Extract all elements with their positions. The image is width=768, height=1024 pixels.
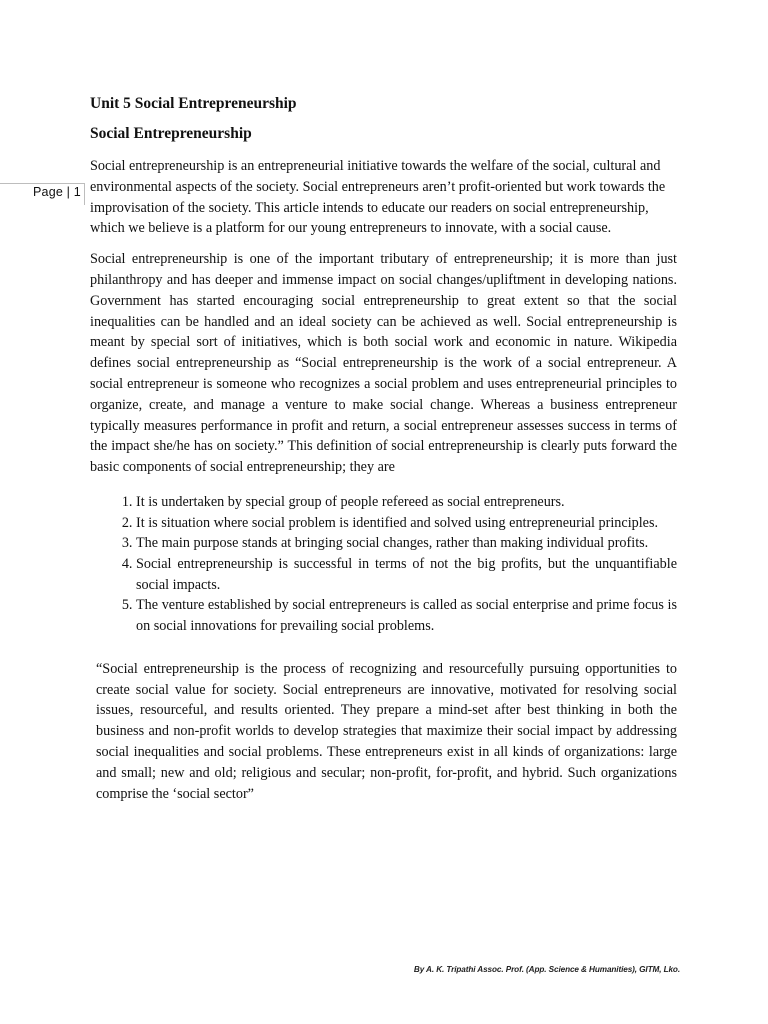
- page-header-rule: [0, 183, 84, 184]
- paragraph-definition: Social entrepreneurship is one of the important tributary of entrepreneurship; it is more than just philanthropy and has deeper and immense impact on social changes/upliftment in developing nations. Government has started encouraging social entrepreneurship to great extent so that the social inequalities can be handled and an ideal society can be achieved as well. Social entrepreneurship is meant by special sort of initiatives, which is both social work and economic in nature. Wikipedia defines social entrepreneurship as “Social entrepreneurship is the work of a social entrepreneur. A social entrepreneur is someone who recognizes a social problem and uses entrepreneurial principles to organize, create, and manage a venture to make social change. Whereas a business entrepreneur typically measures performance in profit and return, a social entrepreneur assesses success in terms of the impact she/he has on society.” This definition of social entrepreneurship is clearly puts forward the basic components of social entrepreneurship; they are: [90, 251, 677, 476]
- list-item: 2. It is situation where social problem is identified and solved using entrepreneurial principles.: [136, 513, 677, 534]
- list-item: 4. Social entrepreneurship is successful in terms of not the big profits, but the unquantifiable social impacts.: [136, 554, 677, 595]
- list-item: 3. The main purpose stands at bringing social changes, rather than making individual profits.: [136, 533, 677, 554]
- paragraph-intro: Social entrepreneurship is an entrepreneurial initiative towards the welfare of the social, cultural and environmental aspects of the society. Social entrepreneurs aren’t profit-oriented but work towards the improvisation of the society. This article intends to educate our readers on social entrepreneurship, which we believe is a platform for our young entrepreneurs to innovate, with a social cause.: [90, 158, 666, 237]
- components-list: [90, 492, 677, 637]
- section-title: Social Entrepreneurship: [90, 125, 252, 142]
- list-item: 5. The venture established by social entrepreneurs is called as social enterprise and prime focus is on social innovations for prevailing social problems.: [136, 595, 677, 636]
- document-body: [90, 94, 677, 819]
- page-header-divider: [84, 183, 85, 205]
- page-number-label: Page | 1: [33, 185, 81, 199]
- unit-title: Unit 5 Social Entrepreneurship: [90, 95, 297, 112]
- list-item: 1. It is undertaken by special group of people refereed as social entrepreneurs.: [136, 492, 677, 513]
- quote-paragraph: “Social entrepreneurship is the process of recognizing and resourcefully pursuing opportunities to create social value for society. Social entrepreneurs are innovative, motivated for resolving social issues, resourceful, and results oriented. They prepare a mind-set after best thinking in both the business and non-profit worlds to develop strategies that maximize their social impact by addressing social inequalities and social problems. These entrepreneurs exist in all kinds of organizations: large and small; new and old; religious and secular; non-profit, for-profit, and hybrid. Such organizations comprise the ‘social sector”: [96, 660, 677, 802]
- author-credit: By A. K. Tripathi Assoc. Prof. (App. Science & Humanities), GITM, Lko.: [413, 965, 680, 974]
